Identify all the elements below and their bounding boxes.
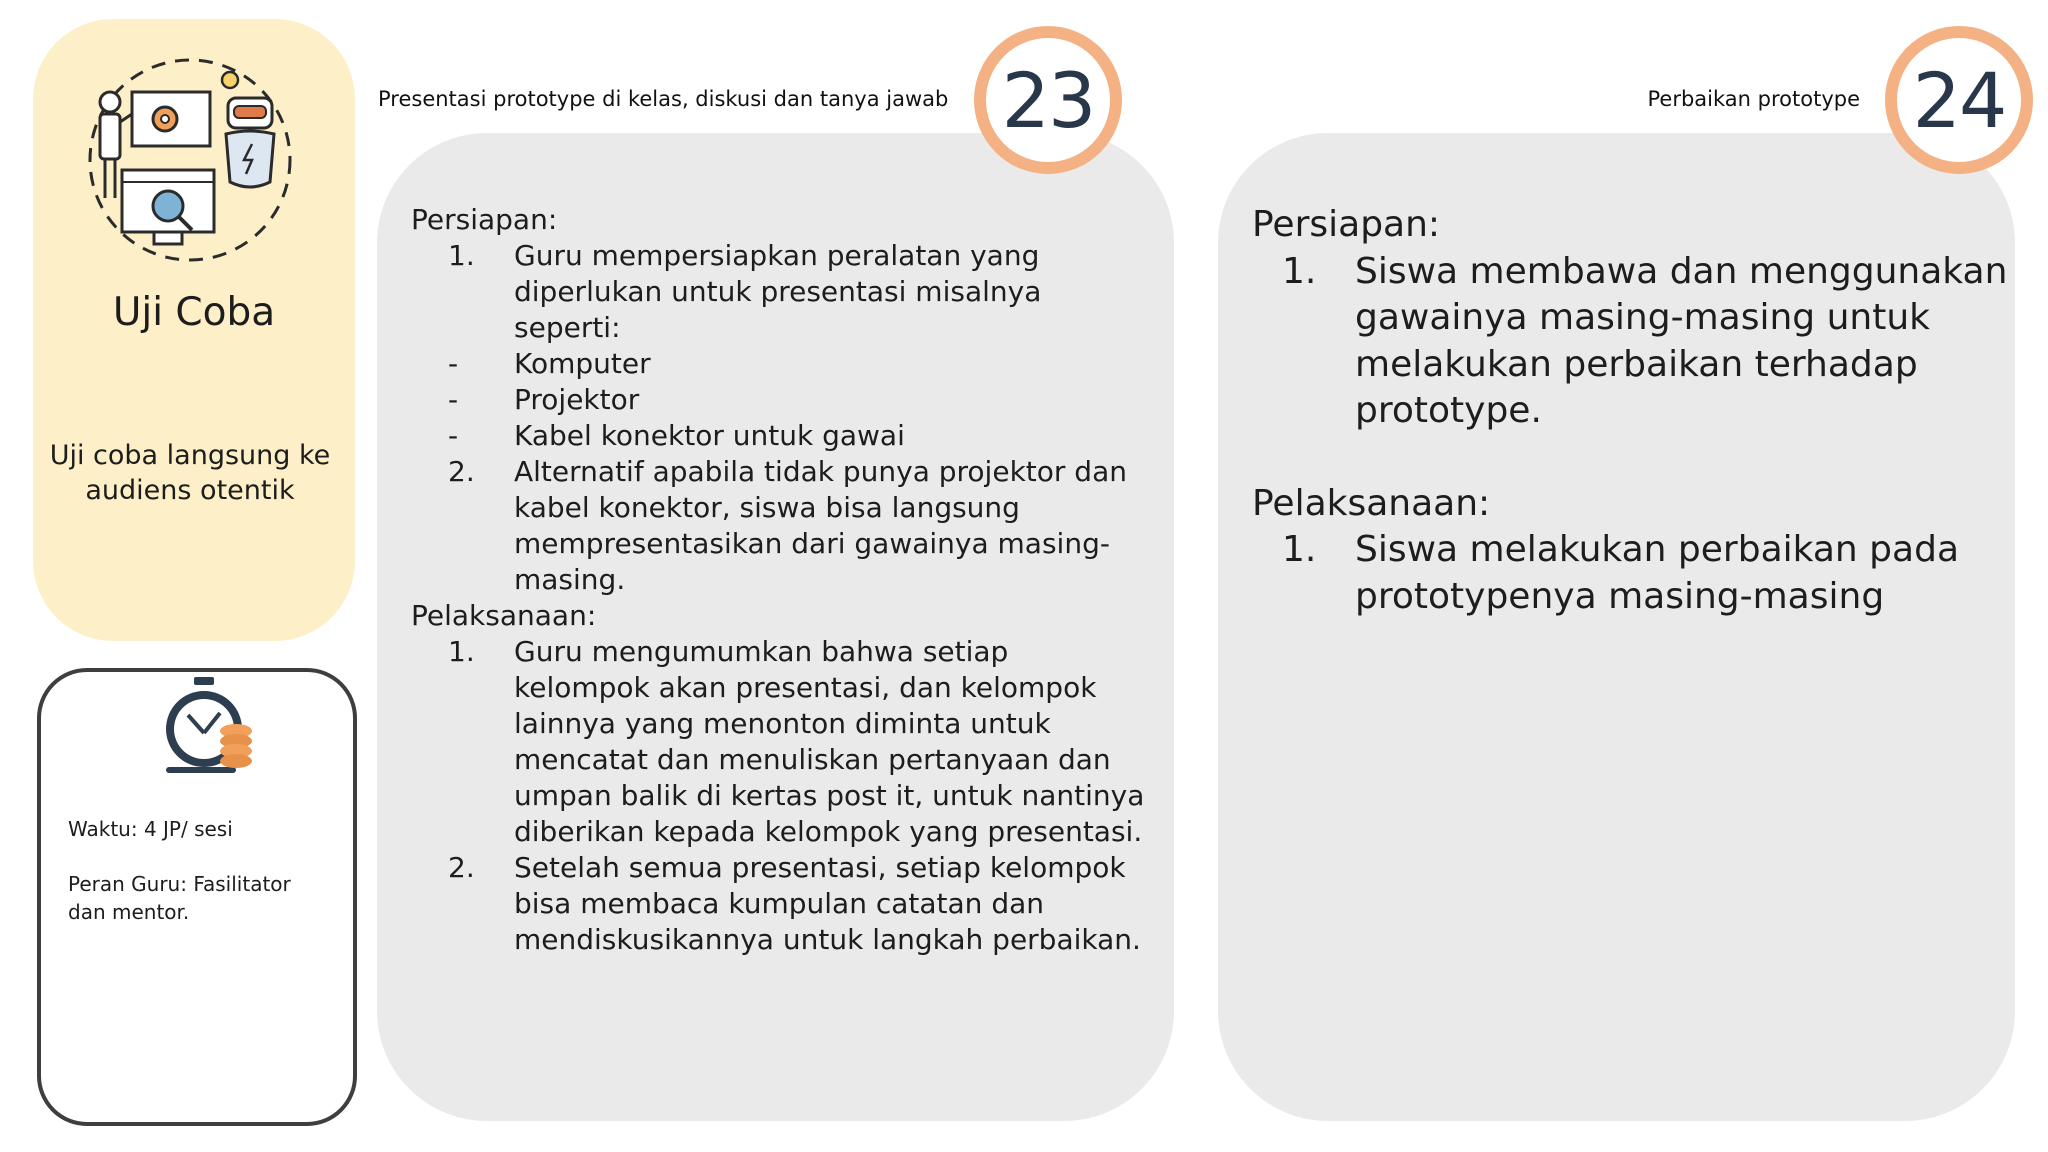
step-23-badge xyxy=(974,26,1122,174)
pelaksanaan-heading: Pelaksanaan: xyxy=(1252,482,1491,524)
list-text: Siswa membawa dan menggunakan gawainya masing-masing untuk melakukan perbaikan terhadap prototype. xyxy=(1355,250,2008,431)
list-marker: - xyxy=(448,347,459,380)
step-23-body xyxy=(411,202,1151,958)
list-text: Guru mempersiapkan peralatan yang diperlukan untuk presentasi misalnya seperti: xyxy=(514,239,1042,344)
list-marker: 2. xyxy=(448,851,475,884)
list-text: Komputer xyxy=(514,347,651,380)
step-24-number: 24 xyxy=(1912,55,2006,145)
step-23-number: 23 xyxy=(1001,55,1095,145)
list-marker: 1. xyxy=(1282,250,1317,292)
presentation-robot-illustration-icon xyxy=(80,50,300,265)
step-24-body xyxy=(1252,202,2012,620)
list-marker: 2. xyxy=(448,455,475,488)
list-item xyxy=(1252,249,2012,435)
list-text: Guru mengumumkan bahwa setiap kelompok akan presentasi, dan kelompok lainnya yang menonton diminta untuk mencatat dan menuliskan pertanyaan dan umpan balik di kertas post it, untuk nantinya diberikan kepada kelompok yang presentasi. xyxy=(514,635,1145,848)
persiapan-heading: Persiapan: xyxy=(1252,204,1441,245)
list-text: Siswa melakukan perbaikan pada prototypenya masing-masing xyxy=(1355,529,1960,617)
teacher-role-text: Peran Guru: Fasilitator dan mentor. xyxy=(68,872,291,924)
clock-coins-icon xyxy=(158,675,262,779)
list-marker: 1. xyxy=(448,239,475,272)
list-text: Projektor xyxy=(514,383,640,416)
list-item xyxy=(411,346,1151,382)
phase-title: Uji Coba xyxy=(112,290,276,335)
step-24-label: Perbaikan prototype xyxy=(1647,87,1860,111)
list-marker: - xyxy=(448,419,459,452)
list-text: Kabel konektor untuk gawai xyxy=(514,419,905,452)
step-24-badge xyxy=(1885,26,2033,174)
pelaksanaan-heading: Pelaksanaan: xyxy=(411,599,597,632)
list-item xyxy=(1252,527,2012,620)
list-item xyxy=(411,418,1151,454)
list-marker: 1. xyxy=(1282,529,1317,570)
phase-description: Uji coba langsung ke audiens otentik xyxy=(49,440,331,506)
persiapan-heading: Persiapan: xyxy=(411,203,558,236)
list-marker: 1. xyxy=(448,635,475,668)
list-item xyxy=(411,454,1151,598)
list-item xyxy=(411,850,1151,958)
list-text: Setelah semua presentasi, setiap kelompok bisa membaca kumpulan catatan dan mendiskusikannya untuk langkah perbaikan. xyxy=(514,851,1141,956)
list-marker: - xyxy=(448,383,459,416)
list-item xyxy=(411,382,1151,418)
list-item xyxy=(411,634,1151,850)
step-23-label: Presentasi prototype di kelas, diskusi dan tanya jawab xyxy=(378,87,949,111)
list-text: Alternatif apabila tidak punya projektor dan kabel konektor, siswa bisa langsung mempresentasikan dari gawainya masing-masing. xyxy=(514,455,1127,596)
list-item xyxy=(411,238,1151,346)
time-text: Waktu: 4 JP/ sesi xyxy=(68,817,233,841)
